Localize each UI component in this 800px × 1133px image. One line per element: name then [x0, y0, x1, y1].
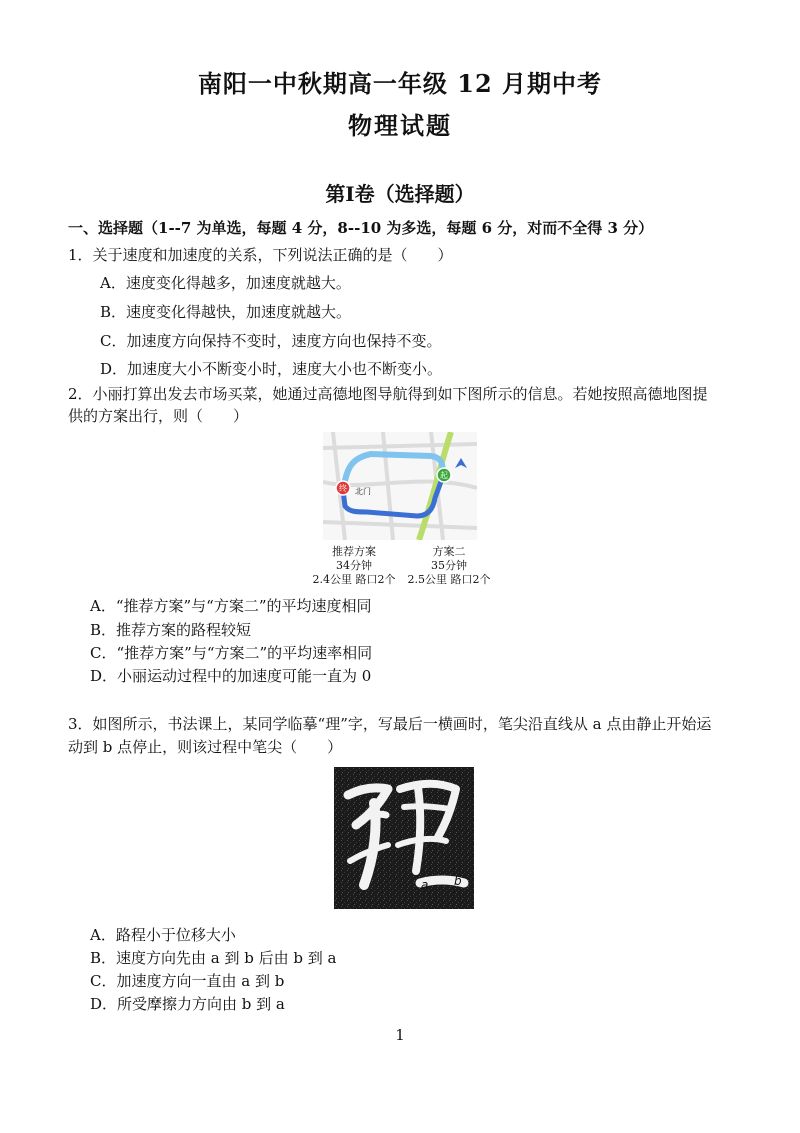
q3-option-b: B．速度方向先由 a 到 b 后由 b 到 a [90, 949, 337, 967]
q2-option-b: B．推荐方案的路程较短 [90, 621, 252, 639]
q1-option-b: B．速度变化得越快，加速度就越大。 [100, 303, 352, 321]
plan2-card [404, 545, 494, 587]
q3-option-d: D．所受摩擦力方向由 b 到 a [90, 995, 285, 1013]
q3-stem-line2: 动到 b 点停止，则该过程中笔尖（ ） [68, 738, 343, 756]
start-marker-label: 起 [440, 471, 448, 480]
plan2-name: 方案二 [432, 545, 466, 558]
exam-title: 南阳一中秋期高一年级 12 月期中考 [197, 69, 603, 98]
q2-option-d: D．小丽运动过程中的加速度可能一直为 0 [90, 667, 372, 685]
point-b-label: b [454, 874, 462, 888]
plan1-time: 34分钟 [336, 559, 372, 572]
point-a-label: a [421, 878, 429, 892]
q1-option-a: A．速度变化得越多，加速度就越大。 [100, 274, 351, 292]
plan1-card [312, 545, 396, 587]
end-marker-label: 终 [339, 484, 347, 493]
start-marker [437, 468, 451, 482]
plan1-name: 推荐方案 [332, 545, 376, 558]
exam-subject: 物理试题 [348, 111, 452, 140]
end-marker [336, 481, 350, 495]
plan1-info: 2.4公里 路口2个 [312, 573, 396, 586]
section-instructions: 一、选择题（1--7 为单选，每题 4 分，8--10 为多选，每题 6 分，对而不全得 3 分） [68, 219, 654, 237]
q3-option-c: C．加速度方向一直由 a 到 b [90, 972, 285, 990]
navigation-map-figure [323, 432, 477, 540]
section-title: 第Ⅰ卷（选择题） [325, 182, 475, 206]
plan2-time: 35分钟 [431, 559, 467, 572]
q3-option-a: A．路程小于位移大小 [90, 926, 236, 944]
page-number: 1 [395, 1026, 405, 1044]
q2-option-c: C．“推荐方案”与“方案二”的平均速率相同 [90, 644, 373, 662]
q1-option-c: C．加速度方向保持不变时，速度方向也保持不变。 [100, 332, 442, 350]
q2-option-a: A．“推荐方案”与“方案二”的平均速度相同 [90, 597, 372, 615]
q1-option-d: D．加速度大小不断变小时，速度大小也不断变小。 [100, 360, 443, 378]
calligraphy-figure [334, 767, 474, 909]
place-label: 北门 [355, 487, 371, 496]
q2-stem-line1: 2．小丽打算出发去市场买菜，她通过高德地图导航得到如下图所示的信息。若她按照高德地图提 [68, 385, 708, 403]
q3-stem-line1: 3．如图所示，书法课上，某同学临摹“理”字，写最后一横画时，笔尖沿直线从 a 点由静止开始运 [68, 715, 712, 733]
q2-stem-line2: 供的方案出行，则（ ） [68, 407, 249, 425]
q1-stem: 1．关于速度和加速度的关系，下列说法正确的是（ ） [68, 246, 453, 264]
plan2-info: 2.5公里 路口2个 [407, 573, 491, 586]
